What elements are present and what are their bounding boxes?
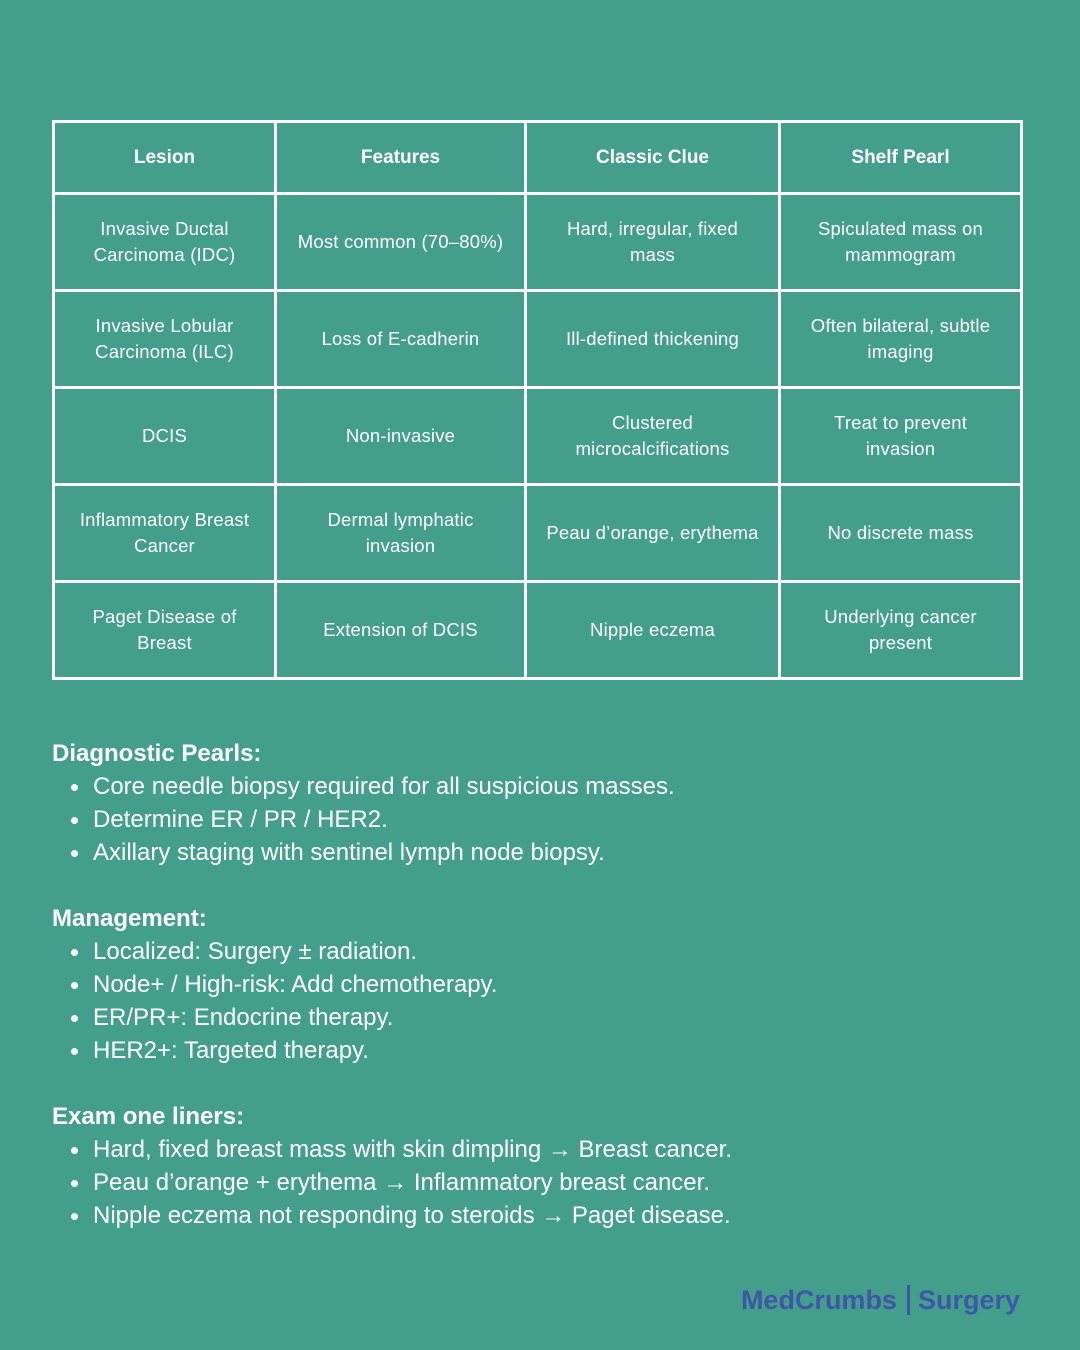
table-cell: Non-invasive (276, 388, 526, 485)
table-row (54, 485, 1022, 582)
bullet-icon (71, 1048, 78, 1055)
diagnostic-pearls-list (52, 770, 1032, 869)
table-cell: Peau d’orange, erythema (526, 485, 780, 582)
table-cell: Invasive Ductal Carcinoma (IDC) (54, 194, 276, 291)
bullet-icon (71, 1147, 78, 1154)
list-item-text: Node+ / High-risk: Add chemotherapy. (93, 971, 498, 998)
list-item-text: Hard, fixed breast mass with skin dimpling → Breast cancer. (93, 1136, 732, 1163)
header-features: Features (276, 122, 526, 194)
table-cell: Spiculated mass on mammogram (780, 194, 1022, 291)
bullet-icon (71, 817, 78, 824)
list-item (52, 770, 1032, 803)
header-shelf-pearl: Shelf Pearl (780, 122, 1022, 194)
table-cell: Loss of E-cadherin (276, 291, 526, 388)
list-item-text: Core needle biopsy required for all suspicious masses. (93, 773, 675, 800)
table-row (54, 194, 1022, 291)
brand-logo (741, 1283, 1020, 1317)
table-cell: Clustered microcalcifications (526, 388, 780, 485)
list-item-text: HER2+: Targeted therapy. (93, 1037, 369, 1064)
management-section (52, 902, 1032, 1067)
exam-one-liners-section (52, 1100, 1032, 1232)
table-cell: Dermal lymphatic invasion (276, 485, 526, 582)
exam-one-liners-list (52, 1133, 1032, 1232)
table-row (54, 291, 1022, 388)
bullet-icon (71, 850, 78, 857)
table-row (54, 388, 1022, 485)
list-item (52, 1199, 1032, 1232)
lesion-table (52, 120, 1023, 680)
list-item-text: Determine ER / PR / HER2. (93, 806, 388, 833)
diagnostic-pearls-section (52, 737, 1032, 869)
table-cell: Often bilateral, subtle imaging (780, 291, 1022, 388)
brand-name: MedCrumbs (740, 1285, 897, 1315)
list-item (52, 1001, 1032, 1034)
table-cell: Paget Disease of Breast (54, 582, 276, 679)
list-item-text: Axillary staging with sentinel lymph node biopsy. (93, 839, 605, 866)
table-cell: Treat to prevent invasion (780, 388, 1022, 485)
list-item (52, 968, 1032, 1001)
management-heading: Management: (52, 905, 207, 932)
table-cell: Most common (70–80%) (276, 194, 526, 291)
management-list (52, 935, 1032, 1067)
list-item (52, 836, 1032, 869)
bullet-icon (71, 1180, 78, 1187)
table-cell: Invasive Lobular Carcinoma (ILC) (54, 291, 276, 388)
table-cell: No discrete mass (780, 485, 1022, 582)
table-cell: Hard, irregular, fixed mass (526, 194, 780, 291)
brand-divider (907, 1285, 910, 1315)
list-item (52, 1034, 1032, 1067)
bullet-icon (71, 949, 78, 956)
list-item (52, 803, 1032, 836)
table-header-row (54, 122, 1022, 194)
lesion-table-container (52, 120, 1020, 680)
list-item-text: Localized: Surgery ± radiation. (93, 938, 418, 965)
list-item-text: Peau d’orange + erythema → Inflammatory breast cancer. (93, 1169, 710, 1196)
bullet-icon (71, 982, 78, 989)
exam-one-liners-heading: Exam one liners: (52, 1103, 245, 1130)
header-classic-clue: Classic Clue (526, 122, 780, 194)
table-cell: Underlying cancer present (780, 582, 1022, 679)
list-item (52, 1133, 1032, 1166)
table-cell: Inflammatory Breast Cancer (54, 485, 276, 582)
bullet-icon (71, 784, 78, 791)
brand-section: Surgery (917, 1285, 1020, 1315)
list-item-text: Nipple eczema not responding to steroids → Paget disease. (93, 1202, 731, 1229)
table-cell: Nipple eczema (526, 582, 780, 679)
table-cell: Extension of DCIS (276, 582, 526, 679)
header-lesion: Lesion (54, 122, 276, 194)
list-item (52, 1166, 1032, 1199)
table-cell: DCIS (54, 388, 276, 485)
bullet-icon (71, 1213, 78, 1220)
table-cell: Ill-defined thickening (526, 291, 780, 388)
list-item-text: ER/PR+: Endocrine therapy. (93, 1004, 394, 1031)
bullet-icon (71, 1015, 78, 1022)
table-row (54, 582, 1022, 679)
diagnostic-pearls-heading: Diagnostic Pearls: (52, 740, 262, 767)
list-item (52, 935, 1032, 968)
